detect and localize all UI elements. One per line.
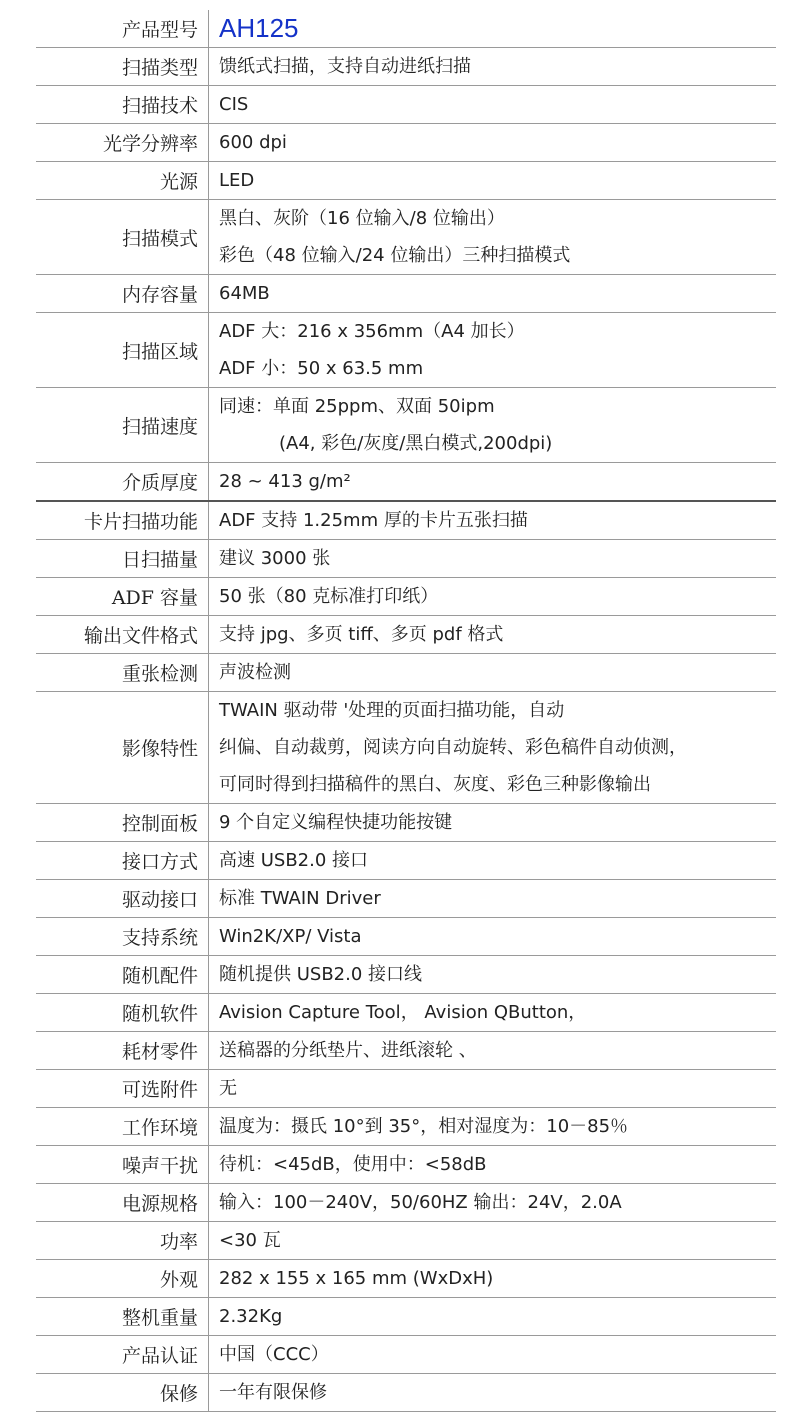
spec-row (36, 804, 776, 842)
spec-label: 外观 (36, 1260, 208, 1297)
spec-label: 光源 (36, 162, 208, 199)
spec-value (208, 200, 776, 274)
spec-label: 扫描区域 (36, 313, 208, 387)
spec-row (36, 578, 776, 616)
spec-value-line: 600 dpi (219, 132, 287, 153)
spec-table (36, 10, 776, 1412)
spec-label: 重张检测 (36, 654, 208, 691)
spec-value-line: <30 瓦 (219, 1230, 281, 1251)
spec-value-line: ADF 小：50 x 63.5 mm (219, 358, 424, 379)
spec-value-line: 彩色（48 位输入/24 位输出）三种扫描模式 (219, 245, 571, 266)
spec-row (36, 463, 776, 502)
spec-label: 内存容量 (36, 275, 208, 312)
spec-value-line: 声波检测 (219, 662, 291, 683)
spec-value-line: 建议 3000 张 (219, 548, 331, 569)
spec-value-line: 馈纸式扫描，支持自动进纸扫描 (219, 56, 471, 77)
spec-row (36, 388, 776, 463)
spec-row (36, 1146, 776, 1184)
spec-label: 产品型号 (36, 10, 208, 47)
spec-row (36, 48, 776, 86)
spec-value-line: Win2K/XP/ Vista (219, 926, 362, 947)
spec-row (36, 1336, 776, 1374)
spec-value-line: 温度为：摄氏 10°到 35°，相对湿度为：10－85％ (219, 1116, 629, 1137)
spec-label: 影像特性 (36, 692, 208, 803)
spec-value (208, 1336, 776, 1373)
spec-value (208, 1146, 776, 1183)
spec-value-line: 输入：100－240V，50/60HZ 输出：24V，2.0A (219, 1192, 622, 1213)
spec-value-line: 282 x 155 x 165 mm (WxDxH) (219, 1268, 494, 1289)
spec-value (208, 540, 776, 577)
spec-value-line: 无 (219, 1078, 237, 1099)
spec-value-line: 2.32Kg (219, 1306, 283, 1327)
spec-label: 工作环境 (36, 1108, 208, 1145)
spec-label: 随机配件 (36, 956, 208, 993)
spec-value (208, 86, 776, 123)
spec-value-line: 28 ~ 413 g/m² (219, 471, 351, 492)
spec-value-line: LED (219, 170, 255, 191)
spec-value (208, 1260, 776, 1297)
spec-value-line: 随机提供 USB2.0 接口线 (219, 964, 423, 985)
spec-value-line: 高速 USB2.0 接口 (219, 850, 369, 871)
spec-value (208, 162, 776, 199)
spec-label: 耗材零件 (36, 1032, 208, 1069)
spec-label: 扫描类型 (36, 48, 208, 85)
spec-row (36, 654, 776, 692)
spec-value-line: 50 张（80 克标准打印纸） (219, 586, 439, 607)
spec-value (208, 918, 776, 955)
spec-value-line: 纠偏、自动裁剪，阅读方向自动旋转、彩色稿件自动侦测， (219, 737, 687, 758)
spec-row (36, 1298, 776, 1336)
spec-row (36, 1032, 776, 1070)
spec-value-line: 可同时得到扫描稿件的黑白、灰度、彩色三种影像输出 (219, 774, 651, 795)
spec-row (36, 1184, 776, 1222)
spec-value-line: CIS (219, 94, 249, 115)
spec-label: 扫描模式 (36, 200, 208, 274)
spec-row (36, 956, 776, 994)
spec-value-line: 9 个自定义编程快捷功能按键 (219, 812, 453, 833)
spec-value (208, 1070, 776, 1107)
spec-value (208, 1108, 776, 1145)
spec-value (208, 880, 776, 917)
spec-value-line: (A4, 彩色/灰度/黑白模式,200dpi) (279, 433, 553, 454)
spec-value (208, 578, 776, 615)
spec-row (36, 313, 776, 388)
spec-value (208, 804, 776, 841)
spec-value (208, 956, 776, 993)
spec-label: 光学分辨率 (36, 124, 208, 161)
spec-row (36, 1374, 776, 1412)
spec-row (36, 994, 776, 1032)
spec-row (36, 275, 776, 313)
spec-label: 产品认证 (36, 1336, 208, 1373)
spec-value-line: 支持 jpg、多页 tiff、多页 pdf 格式 (219, 624, 504, 645)
spec-value-line: TWAIN 驱动带 '处理的页面扫描功能，自动 (219, 700, 565, 721)
spec-label: 可选附件 (36, 1070, 208, 1107)
spec-row (36, 200, 776, 275)
spec-value (208, 388, 776, 462)
spec-row (36, 540, 776, 578)
spec-value-line: 同速：单面 25ppm、双面 50ipm (219, 396, 495, 417)
spec-value (208, 616, 776, 653)
spec-value-line: 一年有限保修 (219, 1382, 327, 1403)
spec-value (208, 692, 776, 803)
model-number: AH125 (219, 13, 299, 43)
spec-row (36, 162, 776, 200)
spec-row (36, 842, 776, 880)
spec-value-line: 送稿器的分纸垫片、进纸滚轮 、 (219, 1040, 477, 1061)
spec-label: 输出文件格式 (36, 616, 208, 653)
spec-value (208, 1298, 776, 1335)
spec-row (36, 918, 776, 956)
spec-value (208, 463, 776, 500)
spec-label: 功率 (36, 1222, 208, 1259)
spec-value (208, 502, 776, 539)
spec-label: 控制面板 (36, 804, 208, 841)
spec-label: 整机重量 (36, 1298, 208, 1335)
spec-value (208, 1032, 776, 1069)
spec-label: 驱动接口 (36, 880, 208, 917)
spec-label: 介质厚度 (36, 463, 208, 500)
spec-value-line: 标准 TWAIN Driver (219, 888, 381, 909)
spec-row (36, 880, 776, 918)
spec-value-line: ADF 支持 1.25mm 厚的卡片五张扫描 (219, 510, 528, 531)
spec-value (208, 48, 776, 85)
spec-row (36, 1222, 776, 1260)
spec-row (36, 616, 776, 654)
spec-value (208, 994, 776, 1031)
spec-value-line: 待机：<45dB，使用中：<58dB (219, 1154, 487, 1175)
spec-label: 扫描技术 (36, 86, 208, 123)
spec-row (36, 1108, 776, 1146)
spec-row (36, 10, 776, 48)
spec-label: 接口方式 (36, 842, 208, 879)
spec-value-line: 黑白、灰阶（16 位输入/8 位输出） (219, 208, 505, 229)
spec-label: 保修 (36, 1374, 208, 1411)
spec-value-line: ADF 大：216 x 356mm（A4 加长） (219, 321, 525, 342)
spec-label: 支持系统 (36, 918, 208, 955)
spec-label: 卡片扫描功能 (36, 502, 208, 539)
spec-value (208, 10, 776, 47)
spec-label: ADF 容量 (36, 578, 208, 615)
spec-row (36, 692, 776, 804)
spec-value (208, 1374, 776, 1411)
spec-value (208, 1222, 776, 1259)
spec-row (36, 502, 776, 540)
spec-row (36, 124, 776, 162)
spec-value (208, 842, 776, 879)
spec-label: 电源规格 (36, 1184, 208, 1221)
spec-label: 随机软件 (36, 994, 208, 1031)
spec-value (208, 1184, 776, 1221)
spec-value-line: Avision Capture Tool， Avision QButton， (219, 1002, 587, 1023)
spec-value (208, 275, 776, 312)
spec-label: 扫描速度 (36, 388, 208, 462)
spec-row (36, 86, 776, 124)
spec-row (36, 1260, 776, 1298)
spec-value-line: 64MB (219, 283, 270, 304)
spec-label: 噪声干扰 (36, 1146, 208, 1183)
spec-row (36, 1070, 776, 1108)
spec-label: 日扫描量 (36, 540, 208, 577)
spec-value (208, 124, 776, 161)
spec-value (208, 654, 776, 691)
spec-value-line: 中国（CCC） (219, 1344, 329, 1365)
spec-value (208, 313, 776, 387)
